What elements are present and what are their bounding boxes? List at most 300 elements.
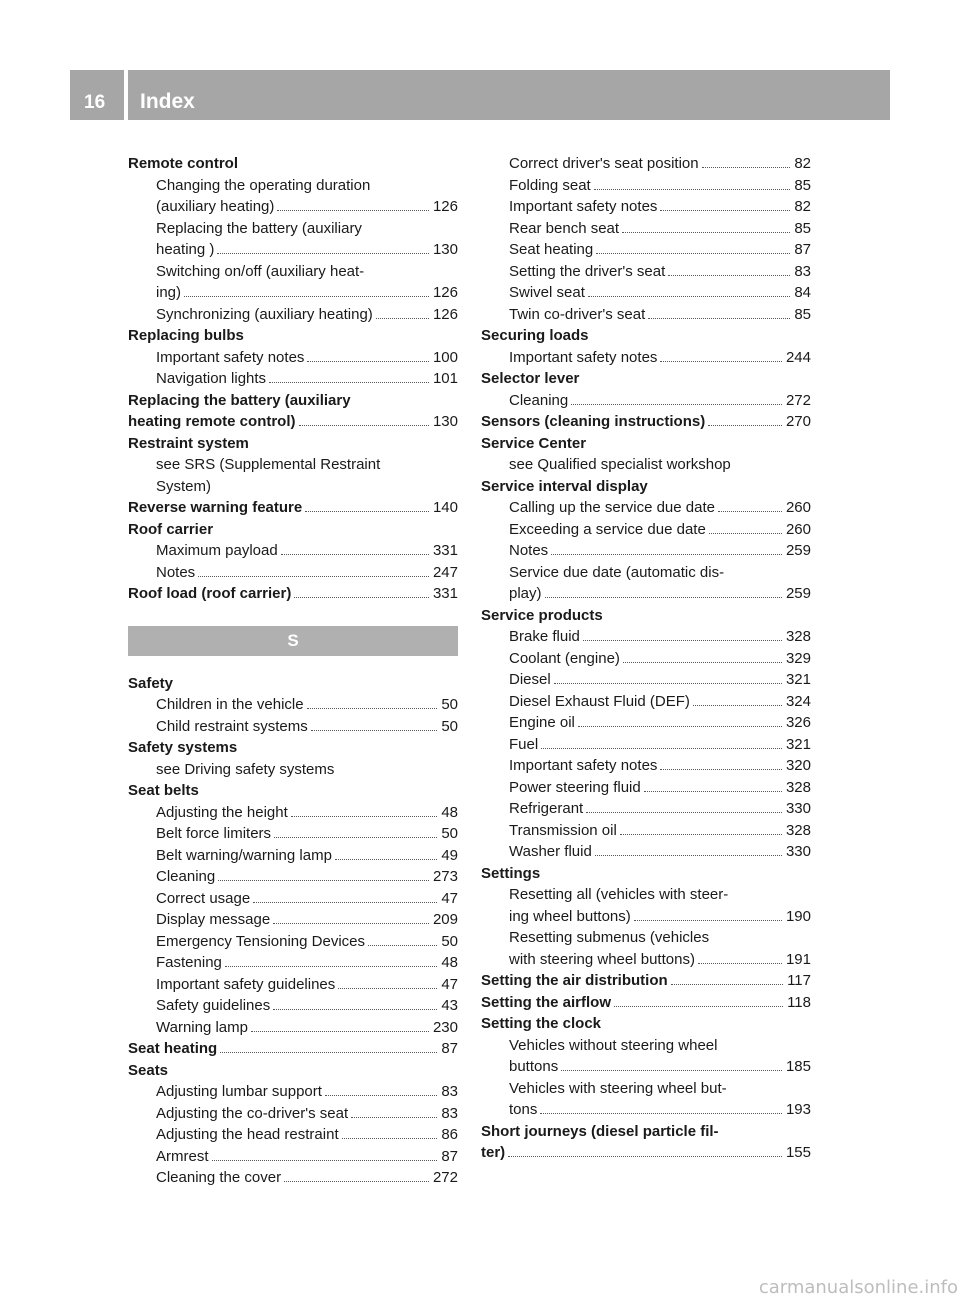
index-entry — [481, 626, 811, 648]
index-heading — [128, 583, 458, 605]
page-reference: 230 — [432, 1018, 458, 1036]
entry-text: Belt force limiters — [156, 825, 272, 842]
entry-text: Synchronizing (auxiliary heating) — [156, 305, 373, 323]
page-reference: 190 — [785, 907, 811, 925]
index-heading — [128, 519, 458, 541]
page-reference: 85 — [794, 176, 811, 194]
index-entry — [481, 347, 811, 369]
dot-leader — [583, 640, 782, 641]
index-entry — [128, 952, 458, 974]
entry-text: Warning lamp — [156, 1018, 248, 1036]
entry-text: Refrigerant — [509, 800, 584, 817]
index-heading — [128, 780, 458, 802]
entry-text: Important safety notes — [156, 348, 305, 366]
index-heading — [481, 1142, 811, 1164]
index-entry — [481, 562, 811, 584]
entry-text: Sensors (cleaning instructions) — [481, 413, 706, 430]
page-reference: 48 — [441, 954, 458, 971]
page-reference: 155 — [785, 1144, 811, 1161]
index-entry — [481, 906, 811, 928]
entry-text: Vehicles with steering wheel but- — [509, 1079, 727, 1097]
entry-text: Vehicles without steering wheel — [509, 1036, 718, 1054]
index-entry — [128, 694, 458, 716]
index-entry — [481, 777, 811, 799]
page-reference: 87 — [441, 1147, 458, 1165]
page-reference: 85 — [794, 305, 811, 323]
page-reference: 270 — [785, 413, 811, 430]
index-entry — [481, 1078, 811, 1100]
page-reference: 47 — [441, 975, 458, 993]
index-entry — [481, 583, 811, 605]
page-reference: 320 — [785, 757, 811, 774]
dot-leader — [644, 791, 782, 792]
index-heading — [481, 970, 811, 992]
entry-text: ter) — [481, 1144, 506, 1161]
index-column-left — [128, 153, 458, 1189]
dot-leader — [212, 1160, 438, 1161]
page-reference: 191 — [785, 950, 811, 968]
dot-leader — [376, 318, 429, 319]
page-header — [70, 70, 890, 120]
page-reference: 193 — [785, 1101, 811, 1118]
dot-leader — [198, 576, 429, 577]
index-entry — [128, 802, 458, 824]
index-entry — [481, 175, 811, 197]
dot-leader — [351, 1117, 437, 1118]
index-entry — [481, 218, 811, 240]
entry-text: Twin co-driver's seat — [509, 305, 646, 323]
dot-leader — [284, 1181, 429, 1182]
entry-text: with steering wheel buttons) — [509, 950, 695, 968]
entry-text: Children in the vehicle — [156, 696, 304, 713]
index-entry — [128, 909, 458, 931]
index-list-s — [128, 673, 458, 1189]
index-entry — [481, 949, 811, 971]
index-heading — [481, 411, 811, 433]
entry-text: Diesel — [509, 671, 551, 688]
entry-text: (auxiliary heating) — [156, 198, 275, 215]
page-number: 16 — [84, 92, 106, 113]
dot-leader — [342, 1138, 438, 1139]
entry-text: Setting the clock — [481, 1015, 602, 1032]
entry-text: Folding seat — [509, 176, 591, 194]
entry-text: Seat heating — [128, 1040, 218, 1057]
index-entry — [481, 390, 811, 412]
entry-text: Transmission oil — [509, 821, 617, 839]
entry-text: Service Center — [481, 434, 587, 452]
entry-text: heating remote control) — [128, 413, 296, 430]
entry-text: ing wheel buttons) — [509, 907, 631, 925]
page-reference: 50 — [441, 825, 458, 842]
dot-leader — [277, 210, 429, 211]
entry-text: Coolant (engine) — [509, 649, 620, 667]
entry-text: Roof load (roof carrier) — [128, 585, 292, 602]
dot-leader — [540, 1113, 782, 1114]
dot-leader — [325, 1095, 437, 1096]
index-entry — [128, 239, 458, 261]
page-reference: 324 — [785, 692, 811, 710]
dot-leader — [220, 1052, 437, 1053]
index-entry — [481, 1056, 811, 1078]
dot-leader — [595, 855, 782, 856]
index-entry — [128, 261, 458, 283]
index-entry — [128, 347, 458, 369]
dot-leader — [335, 859, 437, 860]
index-entry — [128, 454, 458, 476]
index-entry — [128, 1081, 458, 1103]
dot-leader — [274, 837, 437, 838]
dot-leader — [586, 812, 782, 813]
dot-leader — [708, 425, 782, 426]
index-heading — [481, 992, 811, 1014]
page-reference: 85 — [794, 219, 811, 237]
dot-leader — [251, 1031, 429, 1032]
dot-leader — [217, 253, 429, 254]
index-heading — [481, 605, 811, 627]
entry-text: Setting the driver's seat — [509, 262, 666, 280]
dot-leader — [299, 425, 429, 426]
index-entry — [481, 691, 811, 713]
page-reference: 328 — [785, 821, 811, 839]
index-entry — [481, 196, 811, 218]
dot-leader — [554, 683, 782, 684]
index-entry — [128, 368, 458, 390]
dot-leader — [709, 533, 782, 534]
index-entry — [481, 304, 811, 326]
dot-leader — [508, 1156, 782, 1157]
entry-text: Changing the operating duration — [156, 176, 371, 194]
page-title: Index — [140, 90, 195, 113]
entry-text: Replacing the battery (auxiliary — [156, 219, 362, 237]
page-reference: 126 — [432, 305, 458, 323]
index-entry — [128, 1017, 458, 1039]
page-reference: 247 — [432, 563, 458, 581]
entry-text: Remote control — [128, 155, 239, 172]
dot-leader — [291, 816, 438, 817]
page-reference: 47 — [441, 889, 458, 907]
index-entry — [128, 540, 458, 562]
index-entry — [128, 823, 458, 845]
dot-leader — [634, 920, 782, 921]
page-reference: 49 — [441, 846, 458, 864]
entry-text: Notes — [509, 542, 549, 559]
page-reference: 331 — [432, 585, 458, 602]
page-number-box — [70, 70, 124, 120]
index-entry — [128, 974, 458, 996]
index-entry — [128, 931, 458, 953]
entry-text: Seats — [128, 1061, 169, 1079]
entry-text: Selector lever — [481, 370, 580, 387]
page-reference: 50 — [441, 696, 458, 713]
dot-leader — [614, 1006, 783, 1007]
index-entry — [128, 282, 458, 304]
dot-leader — [660, 361, 782, 362]
entry-text: Adjusting lumbar support — [156, 1083, 322, 1100]
dot-leader — [305, 511, 429, 512]
page-reference: 321 — [785, 671, 811, 688]
entry-text: Seat belts — [128, 782, 199, 799]
dot-leader — [648, 318, 790, 319]
page-reference: 244 — [785, 348, 811, 366]
entry-text: Display message — [156, 911, 271, 928]
index-heading — [481, 325, 811, 347]
entry-text: Armrest — [156, 1147, 209, 1165]
dot-leader — [623, 662, 782, 663]
page-reference: 101 — [432, 370, 458, 387]
index-entry — [481, 669, 811, 691]
index-heading — [481, 863, 811, 885]
index-list-s-continued — [481, 153, 811, 1164]
entry-text: Safety guidelines — [156, 997, 271, 1014]
page-reference: 130 — [432, 413, 458, 430]
index-entry — [128, 304, 458, 326]
entry-text: Replacing the battery (auxiliary — [128, 391, 351, 409]
page-reference: 117 — [787, 972, 811, 989]
index-entry — [481, 841, 811, 863]
dot-leader — [671, 984, 783, 985]
entry-text: tons — [509, 1101, 538, 1118]
index-entry — [481, 519, 811, 541]
dot-leader — [551, 554, 782, 555]
entry-text: Safety systems — [128, 739, 238, 756]
entry-text: Safety — [128, 674, 174, 692]
entry-text: Engine oil — [509, 714, 575, 731]
index-entry — [128, 759, 458, 781]
index-entry — [481, 648, 811, 670]
page-reference: 273 — [432, 868, 458, 885]
index-heading — [128, 433, 458, 455]
dot-leader — [571, 404, 782, 405]
section-letter-bar — [128, 626, 458, 656]
page-reference: 328 — [785, 628, 811, 645]
dot-leader — [561, 1070, 782, 1071]
entry-text: Switching on/off (auxiliary heat- — [156, 262, 365, 280]
entry-text: Emergency Tensioning Devices — [156, 932, 365, 950]
index-heading — [128, 737, 458, 759]
page-reference: 140 — [432, 499, 458, 516]
index-entry — [481, 1035, 811, 1057]
page-reference: 321 — [785, 735, 811, 753]
index-entry — [481, 282, 811, 304]
dot-leader — [594, 189, 791, 190]
page-reference: 330 — [785, 800, 811, 817]
page-reference: 328 — [785, 778, 811, 796]
page-reference: 82 — [794, 198, 811, 215]
entry-text: Fuel — [509, 735, 539, 753]
index-entry — [128, 196, 458, 218]
index-entry — [481, 755, 811, 777]
page-reference: 209 — [432, 911, 458, 928]
page-reference: 83 — [441, 1104, 458, 1122]
dot-leader — [702, 167, 791, 168]
page-reference: 87 — [794, 241, 811, 258]
entry-text: Seat heating — [509, 241, 594, 258]
index-entry — [128, 995, 458, 1017]
dot-leader — [311, 730, 438, 731]
entry-text: Reverse warning feature — [128, 499, 303, 516]
page-reference: 83 — [794, 262, 811, 280]
dot-leader — [269, 382, 429, 383]
entry-text: Setting the airflow — [481, 993, 612, 1011]
entry-text: Notes — [156, 563, 196, 581]
dot-leader — [273, 1009, 437, 1010]
dot-leader — [541, 748, 782, 749]
entry-text: Service products — [481, 606, 603, 624]
section-letter: S — [287, 630, 299, 650]
page-reference: 87 — [441, 1040, 458, 1057]
index-heading — [128, 390, 458, 412]
index-entry — [481, 1099, 811, 1121]
dot-leader — [588, 296, 790, 297]
page-reference: 50 — [441, 717, 458, 735]
index-entry — [128, 888, 458, 910]
page-reference: 82 — [794, 155, 811, 172]
page-reference: 118 — [787, 993, 811, 1011]
index-entry — [128, 716, 458, 738]
header-title-bar — [128, 70, 890, 120]
index-list-r — [128, 153, 458, 605]
page-reference: 260 — [785, 499, 811, 516]
dot-leader — [218, 880, 429, 881]
entry-text: Resetting all (vehicles with steer- — [509, 886, 729, 903]
dot-leader — [281, 554, 429, 555]
index-heading — [481, 1013, 811, 1035]
index-entry — [481, 798, 811, 820]
dot-leader — [596, 253, 790, 254]
index-entry — [128, 1103, 458, 1125]
entry-text: Navigation lights — [156, 370, 267, 387]
dot-leader — [622, 232, 790, 233]
entry-text: Replacing bulbs — [128, 327, 244, 344]
dot-leader — [698, 963, 782, 964]
entry-text: Washer fluid — [509, 843, 592, 860]
page-reference: 126 — [432, 284, 458, 301]
page-reference: 185 — [785, 1058, 811, 1075]
index-entry — [128, 218, 458, 240]
dot-leader — [307, 708, 438, 709]
entry-text: buttons — [509, 1058, 559, 1075]
page-reference: 330 — [785, 843, 811, 860]
entry-text: Important safety notes — [509, 348, 658, 366]
entry-text: Important safety guidelines — [156, 975, 336, 993]
entry-text: Short journeys (diesel particle fil- — [481, 1122, 719, 1140]
entry-text: Diesel Exhaust Fluid (DEF) — [509, 692, 690, 710]
index-heading — [128, 153, 458, 175]
entry-text: see SRS (Supplemental Restraint — [156, 456, 381, 473]
entry-text: Correct usage — [156, 889, 251, 907]
entry-text: Roof carrier — [128, 520, 214, 538]
entry-text: see Qualified specialist workshop — [509, 456, 731, 473]
entry-text: Rear bench seat — [509, 219, 620, 237]
entry-text: play) — [509, 585, 542, 602]
page-reference: 329 — [785, 649, 811, 667]
page-reference: 326 — [785, 714, 811, 731]
entry-text: Important safety notes — [509, 757, 658, 774]
entry-text: Adjusting the co-driver's seat — [156, 1104, 349, 1122]
index-entry — [128, 1167, 458, 1189]
entry-text: Maximum payload — [156, 542, 278, 559]
index-entry — [481, 239, 811, 261]
entry-text: Cleaning the cover — [156, 1169, 282, 1186]
index-entry — [481, 261, 811, 283]
dot-leader — [368, 945, 437, 946]
index-entry — [481, 454, 811, 476]
entry-text: System) — [156, 477, 212, 495]
index-heading — [481, 368, 811, 390]
entry-text: ing) — [156, 284, 182, 301]
dot-leader — [294, 597, 429, 598]
index-entry — [481, 540, 811, 562]
entry-text: Setting the air distribution — [481, 972, 668, 989]
page-reference: 43 — [441, 997, 458, 1014]
dot-leader — [668, 275, 790, 276]
page-reference: 331 — [432, 542, 458, 559]
page-reference: 50 — [441, 932, 458, 950]
page-reference: 48 — [441, 803, 458, 821]
page-reference: 272 — [432, 1169, 458, 1186]
index-heading — [128, 497, 458, 519]
page-reference: 260 — [785, 520, 811, 538]
entry-text: Service interval display — [481, 477, 648, 495]
entry-text: Service due date (automatic dis- — [509, 563, 725, 581]
index-entry — [481, 497, 811, 519]
entry-text: Swivel seat — [509, 284, 585, 301]
dot-leader — [660, 210, 790, 211]
entry-text: Cleaning — [156, 868, 216, 885]
dot-leader — [660, 769, 782, 770]
index-entry — [481, 734, 811, 756]
index-heading — [128, 325, 458, 347]
entry-text: heating ) — [156, 241, 215, 258]
dot-leader — [718, 511, 782, 512]
entry-text: Exceeding a service due date — [509, 520, 706, 538]
page-reference: 259 — [785, 542, 811, 559]
dot-leader — [545, 597, 782, 598]
index-entry — [481, 153, 811, 175]
entry-text: Securing loads — [481, 327, 589, 344]
entry-text: Fastening — [156, 954, 222, 971]
entry-text: Child restraint systems — [156, 717, 308, 735]
dot-leader — [253, 902, 437, 903]
entry-text: Cleaning — [509, 391, 569, 409]
index-entry — [128, 866, 458, 888]
index-heading — [128, 1038, 458, 1060]
page-reference: 84 — [794, 284, 811, 301]
index-heading — [481, 433, 811, 455]
entry-text: Adjusting the height — [156, 803, 288, 821]
index-entry — [128, 562, 458, 584]
page-reference: 83 — [441, 1083, 458, 1100]
dot-leader — [620, 834, 782, 835]
page-reference: 272 — [785, 391, 811, 409]
page-reference: 86 — [441, 1126, 458, 1143]
dot-leader — [338, 988, 437, 989]
index-entry — [128, 845, 458, 867]
entry-text: Correct driver's seat position — [509, 155, 699, 172]
index-entry — [481, 820, 811, 842]
index-entry — [481, 884, 811, 906]
entry-text: Restraint system — [128, 434, 249, 452]
dot-leader — [307, 361, 429, 362]
dot-leader — [225, 966, 437, 967]
entry-text: Settings — [481, 864, 541, 882]
dot-leader — [578, 726, 782, 727]
entry-text: see Driving safety systems — [156, 760, 335, 778]
index-entry — [481, 712, 811, 734]
entry-text: Adjusting the head restraint — [156, 1126, 339, 1143]
entry-text: Calling up the service due date — [509, 499, 715, 516]
index-entry — [128, 1146, 458, 1168]
